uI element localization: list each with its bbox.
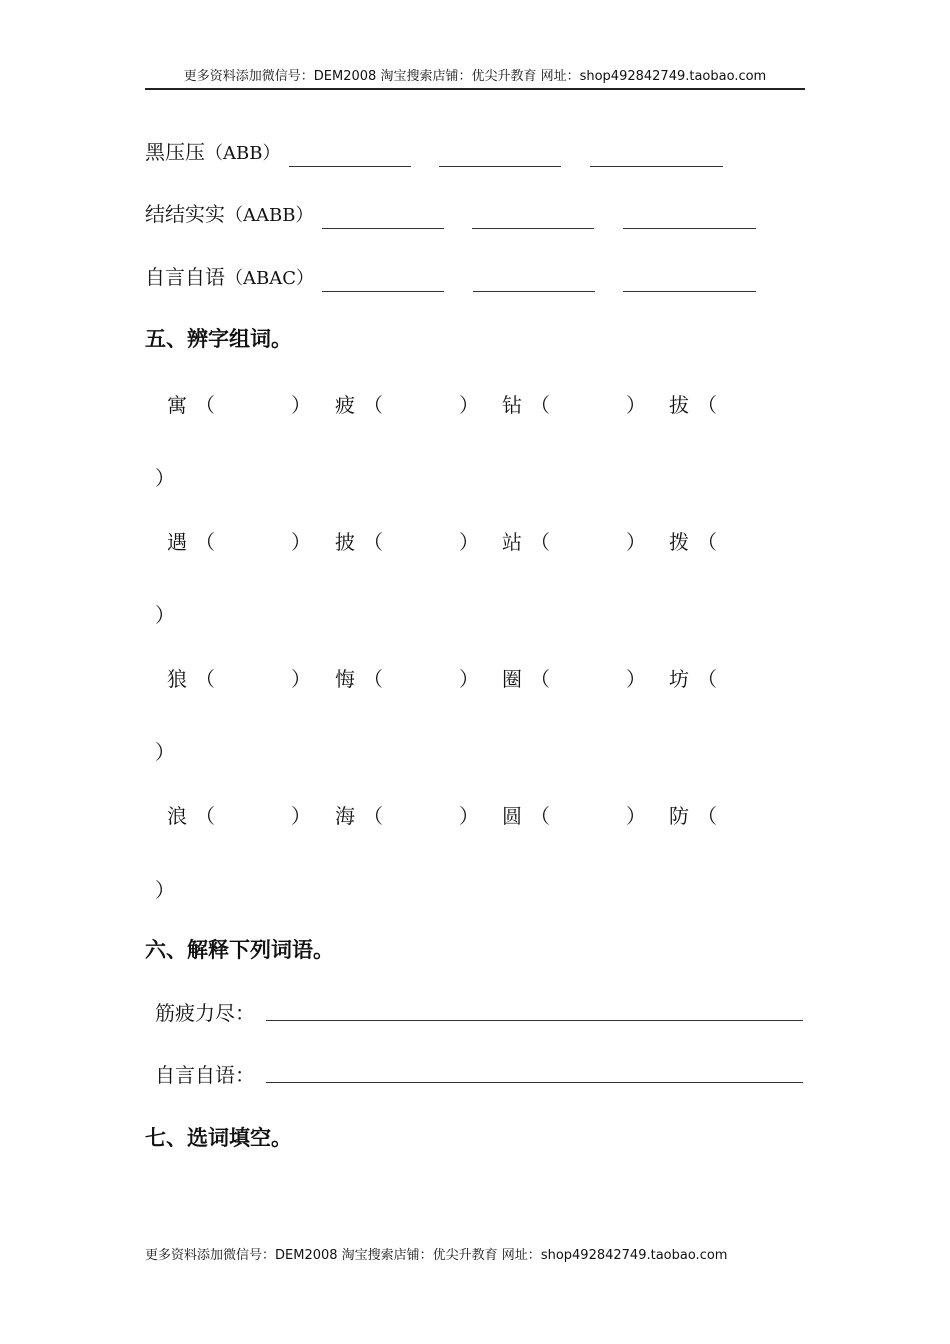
open-paren: （ [530,393,550,417]
answer-blank[interactable] [623,208,756,229]
header-text-2: 淘宝搜索店铺：优尖升教育 网址： [376,69,580,84]
char-label: 站 [502,530,522,554]
footer-text-1: 更多资料添加微信号： [145,1248,276,1263]
footer-text-2: 淘宝搜索店铺：优尖升教育 网址： [337,1248,541,1263]
close-paren: ） [459,530,479,554]
wrapped-close-paren: ） [155,878,175,902]
char-row [145,663,845,693]
char-row [145,389,845,419]
open-paren: （ [697,393,717,417]
char-row [145,800,845,830]
char-label: 海 [335,804,355,828]
char-label: 浪 [167,804,187,828]
char-label: 圆 [502,804,522,828]
definition-row [155,1000,255,1026]
fill-row-abb [145,139,723,167]
close-paren: ） [459,393,479,417]
answer-blank[interactable] [439,146,561,167]
close-paren: ） [291,393,311,417]
char-row [145,526,845,556]
wrapped-close-paren: ） [155,466,175,490]
open-paren: （ [530,804,550,828]
header-wechat-id: DEM2008 [313,69,377,84]
char-label: 狼 [167,667,187,691]
answer-blank[interactable] [473,271,595,292]
header-text-1: 更多资料添加微信号： [183,69,314,84]
answer-blank[interactable] [289,146,411,167]
fill-word: 自言自语 [145,265,225,289]
close-paren: ） [291,804,311,828]
open-paren: （ [697,530,717,554]
section-6-title: 六、解释下列词语。 [145,938,334,962]
answer-blank[interactable] [590,146,723,167]
definition-term: 自言自语： [155,1063,255,1087]
answer-blank[interactable] [623,271,756,292]
char-label: 拨 [669,530,689,554]
footer-url: shop492842749.taobao.com [540,1248,728,1263]
definition-row [155,1062,255,1088]
open-paren: （ [195,667,215,691]
close-paren: ） [459,667,479,691]
fill-word: 结结实实 [145,202,225,226]
fill-word: 黑压压 [145,140,205,164]
open-paren: （ [530,667,550,691]
definition-answer-line[interactable] [266,1020,803,1021]
answer-blank[interactable] [322,271,444,292]
fill-row-abac [145,264,756,292]
close-paren: ） [291,667,311,691]
page-footer [145,1247,805,1265]
answer-blank[interactable] [322,208,444,229]
char-label: 坊 [669,667,689,691]
open-paren: （ [363,667,383,691]
char-label: 悔 [335,667,355,691]
open-paren: （ [363,393,383,417]
close-paren: ） [626,804,646,828]
header-url: shop492842749.taobao.com [579,69,767,84]
char-label: 防 [669,804,689,828]
char-label: 疲 [335,393,355,417]
section-7-title: 七、选词填空。 [145,1126,292,1150]
open-paren: （ [363,804,383,828]
close-paren: ） [626,393,646,417]
wrapped-close-paren: ） [155,603,175,627]
open-paren: （ [195,393,215,417]
char-label: 披 [335,530,355,554]
close-paren: ） [626,530,646,554]
close-paren: ） [459,804,479,828]
fill-pattern: （ABAC） [225,268,314,289]
definition-answer-line[interactable] [266,1082,803,1083]
answer-blank[interactable] [472,208,594,229]
section-5-title: 五、辨字组词。 [145,327,292,351]
char-label: 钻 [502,393,522,417]
close-paren: ） [626,667,646,691]
page-header [145,68,805,90]
open-paren: （ [195,530,215,554]
definition-term: 筋疲力尽： [155,1001,255,1025]
wrapped-close-paren: ） [155,740,175,764]
fill-pattern: （AABB） [225,205,314,226]
open-paren: （ [697,667,717,691]
char-label: 寓 [167,393,187,417]
footer-wechat-id: DEM2008 [275,1248,338,1263]
open-paren: （ [363,530,383,554]
char-label: 遇 [167,530,187,554]
char-label: 拔 [669,393,689,417]
close-paren: ） [291,530,311,554]
fill-pattern: （ABB） [205,143,281,164]
open-paren: （ [697,804,717,828]
char-label: 圈 [502,667,522,691]
open-paren: （ [195,804,215,828]
fill-row-aabb [145,201,756,229]
open-paren: （ [530,530,550,554]
